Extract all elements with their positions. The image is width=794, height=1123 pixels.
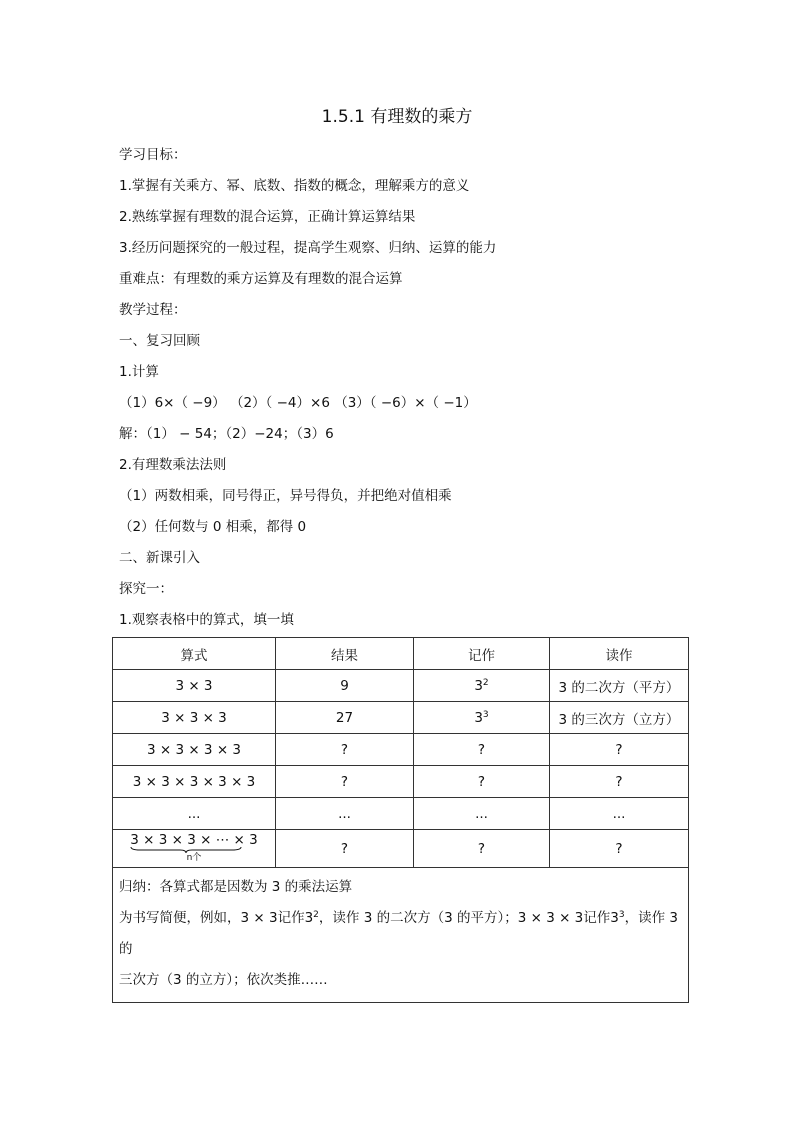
- page-title: 1.5.1 有理数的乘方: [321, 107, 473, 127]
- brace-label: n个: [186, 853, 202, 863]
- text-line: 学习目标：: [119, 147, 187, 163]
- table-row: [113, 766, 689, 798]
- text-line: （2）任何数与 0 相乘，都得 0: [119, 519, 307, 535]
- power-exponent: 2: [482, 677, 489, 688]
- text-line: 1.观察表格中的算式，填一填: [119, 612, 294, 628]
- result-cell: 27: [276, 702, 414, 734]
- expression-cell: 3 × 3 × 3: [113, 702, 276, 734]
- reading-cell: 3 的三次方（立方）: [550, 702, 689, 734]
- notation-cell: [414, 670, 550, 702]
- notation-cell: ...: [414, 798, 550, 830]
- text-line: 教学过程：: [119, 302, 187, 318]
- underbrace-expression: [130, 833, 257, 863]
- table-row: [113, 734, 689, 766]
- notation-cell: ?: [414, 734, 550, 766]
- reading-cell: ...: [550, 798, 689, 830]
- summary-text: ，读作 3 的二次方（3 的平方）；3 × 3 × 3记作3: [318, 910, 619, 926]
- power-exponent: 3: [482, 709, 489, 720]
- expression-text: 3 × 3 × 3 × ⋯ × 3: [130, 832, 258, 848]
- text-line: 2.熟练掌握有理数的混合运算，正确计算运算结果: [119, 209, 416, 225]
- text-line: 探究一：: [119, 581, 173, 597]
- summary-exponent: 2: [313, 910, 319, 920]
- table-header-row: [113, 638, 689, 670]
- text-line: 1.计算: [119, 364, 159, 380]
- text-line: 解：（1） − 54；（2）−24；（3）6: [119, 426, 334, 442]
- notation-cell: ?: [414, 830, 550, 868]
- summary-cell: [113, 868, 689, 1003]
- expression-cell: 3 × 3: [113, 670, 276, 702]
- result-cell: ?: [276, 734, 414, 766]
- expression-cell: 3 × 3 × 3 × 3 × 3: [113, 766, 276, 798]
- reading-cell: ?: [550, 830, 689, 868]
- table-row: [113, 702, 689, 734]
- table-row: [113, 798, 689, 830]
- reading-cell: ?: [550, 734, 689, 766]
- header-cell: 算式: [113, 638, 276, 670]
- text-line: 一、复习回顾: [119, 333, 200, 349]
- text-line: （1）6×（ −9） （2）（ −4）×6 （3）（ −6）×（ −1）: [119, 395, 477, 411]
- text-line: （1）两数相乘，同号得正，异号得负，并把绝对值相乘: [119, 488, 452, 504]
- result-cell: ...: [276, 798, 414, 830]
- notation-cell: [414, 702, 550, 734]
- header-cell: 读作: [550, 638, 689, 670]
- summary-row: [113, 868, 689, 1003]
- table-row: [113, 670, 689, 702]
- expression-cell: 3 × 3 × 3 × 3: [113, 734, 276, 766]
- text-line: 2.有理数乘法法则: [119, 457, 227, 473]
- header-cell: 结果: [276, 638, 414, 670]
- text-line: 1.掌握有关乘方、幂、底数、指数的概念，理解乘方的意义: [119, 178, 470, 194]
- summary-line: [119, 903, 682, 965]
- summary-text: ，读作 3 的: [119, 910, 678, 957]
- expression-cell: [113, 830, 276, 868]
- summary-exponent: 3: [618, 910, 625, 920]
- table-row: [113, 830, 689, 868]
- body-text: [119, 143, 689, 639]
- summary-line: 三次方（3 的立方）；依次类推……: [119, 972, 328, 988]
- result-cell: 9: [276, 670, 414, 702]
- result-cell: ?: [276, 830, 414, 868]
- power-base: 3: [474, 677, 483, 694]
- text-line: 3.经历问题探究的一般过程，提高学生观察、归纳、运算的能力: [119, 240, 497, 256]
- expression-cell: ...: [113, 798, 276, 830]
- text-line: 重难点：有理数的乘方运算及有理数的混合运算: [119, 271, 403, 287]
- reading-cell: 3 的二次方（平方）: [550, 670, 689, 702]
- summary-line: 归纳：各算式都是因数为 3 的乘法运算: [119, 879, 353, 895]
- text-line: 二、新课引入: [119, 550, 200, 566]
- result-cell: ?: [276, 766, 414, 798]
- notation-cell: ?: [414, 766, 550, 798]
- power-base: 3: [474, 709, 483, 726]
- reading-cell: ?: [550, 766, 689, 798]
- power-table: [112, 637, 689, 1003]
- summary-text: 为书写简便，例如，3 × 3记作3: [119, 910, 314, 926]
- header-cell: 记作: [414, 638, 550, 670]
